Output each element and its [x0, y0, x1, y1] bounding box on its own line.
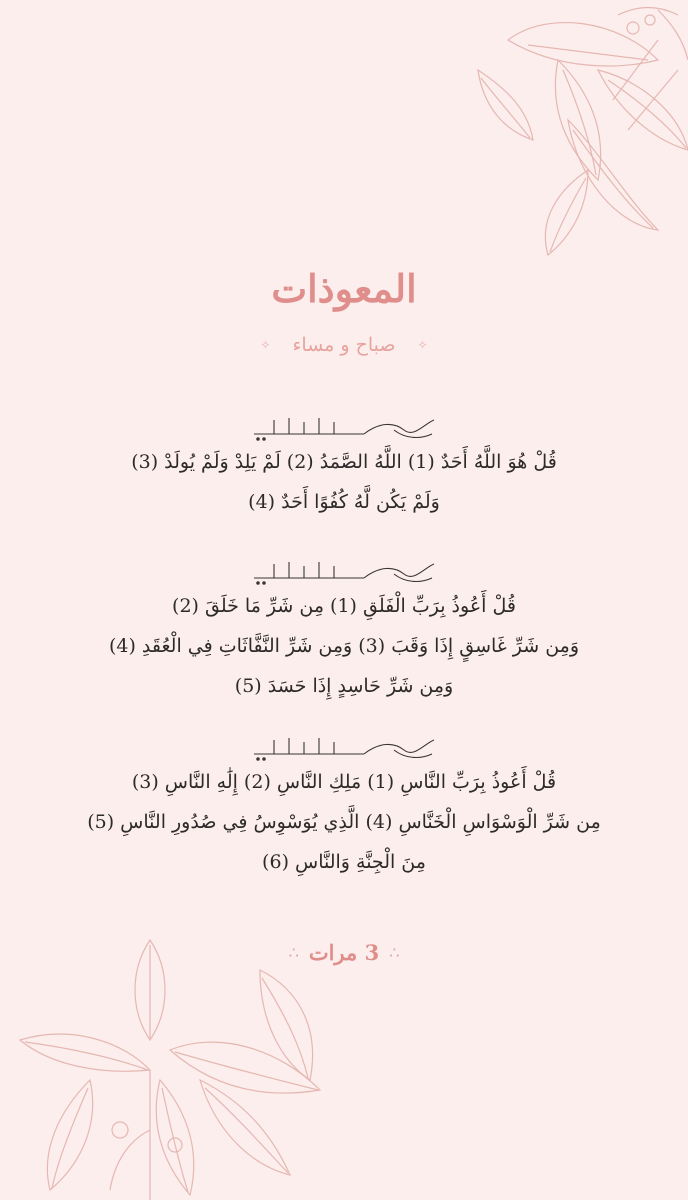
verse-line: مِنَ الْجِنَّةِ وَالنَّاسِ (6) — [262, 851, 426, 873]
basmala-calligraphy-icon — [244, 412, 444, 442]
page-title: المعوذات — [271, 266, 417, 311]
dots-icon: ∴ — [288, 943, 299, 962]
subtitle: صباح و مساء — [292, 334, 396, 356]
repeat-count: 3 مرات — [308, 940, 380, 965]
floral-decoration-top-icon — [358, 0, 688, 270]
verse-line: قُلْ أَعُوذُ بِرَبِّ النَّاسِ (1) مَلِكِ النَّاسِ (2) إِلَٰهِ النَّاسِ (3) — [131, 771, 557, 793]
verse-line: قُلْ هُوَ اللَّهُ أَحَدٌ (1) اللَّهُ الصَّمَدُ (2) لَمْ يَلِدْ وَلَمْ يُولَدْ (3) — [131, 451, 557, 473]
surah-block — [0, 412, 688, 522]
verse-line: وَمِن شَرِّ غَاسِقٍ إِذَا وَقَبَ (3) وَمِن شَرِّ النَّفَّاثَاتِ فِي الْعُقَدِ (4) — [108, 635, 580, 657]
repeat-count-row — [0, 940, 688, 965]
verse-line: مِن شَرِّ الْوَسْوَاسِ الْخَنَّاسِ (4) الَّذِي يُوَسْوِسُ فِي صُدُورِ النَّاسِ (5) — [87, 811, 601, 833]
sparkle-icon: ✧ — [417, 338, 428, 352]
sparkle-icon: ✧ — [260, 338, 271, 352]
surah-block — [0, 556, 688, 706]
subtitle-row — [0, 334, 688, 356]
surah-block — [0, 732, 688, 882]
floral-decoration-bottom-icon — [0, 930, 360, 1200]
verse-line: وَمِن شَرِّ حَاسِدٍ إِذَا حَسَدَ (5) — [234, 675, 454, 697]
basmala-calligraphy-icon — [244, 556, 444, 586]
verse-line: قُلْ أَعُوذُ بِرَبِّ الْفَلَقِ (1) مِن شَرِّ مَا خَلَقَ (2) — [172, 595, 516, 617]
verse-line: وَلَمْ يَكُن لَّهُ كُفُوًا أَحَدٌ (4) — [248, 491, 440, 513]
basmala-calligraphy-icon — [244, 732, 444, 762]
dots-icon: ∴ — [389, 943, 400, 962]
